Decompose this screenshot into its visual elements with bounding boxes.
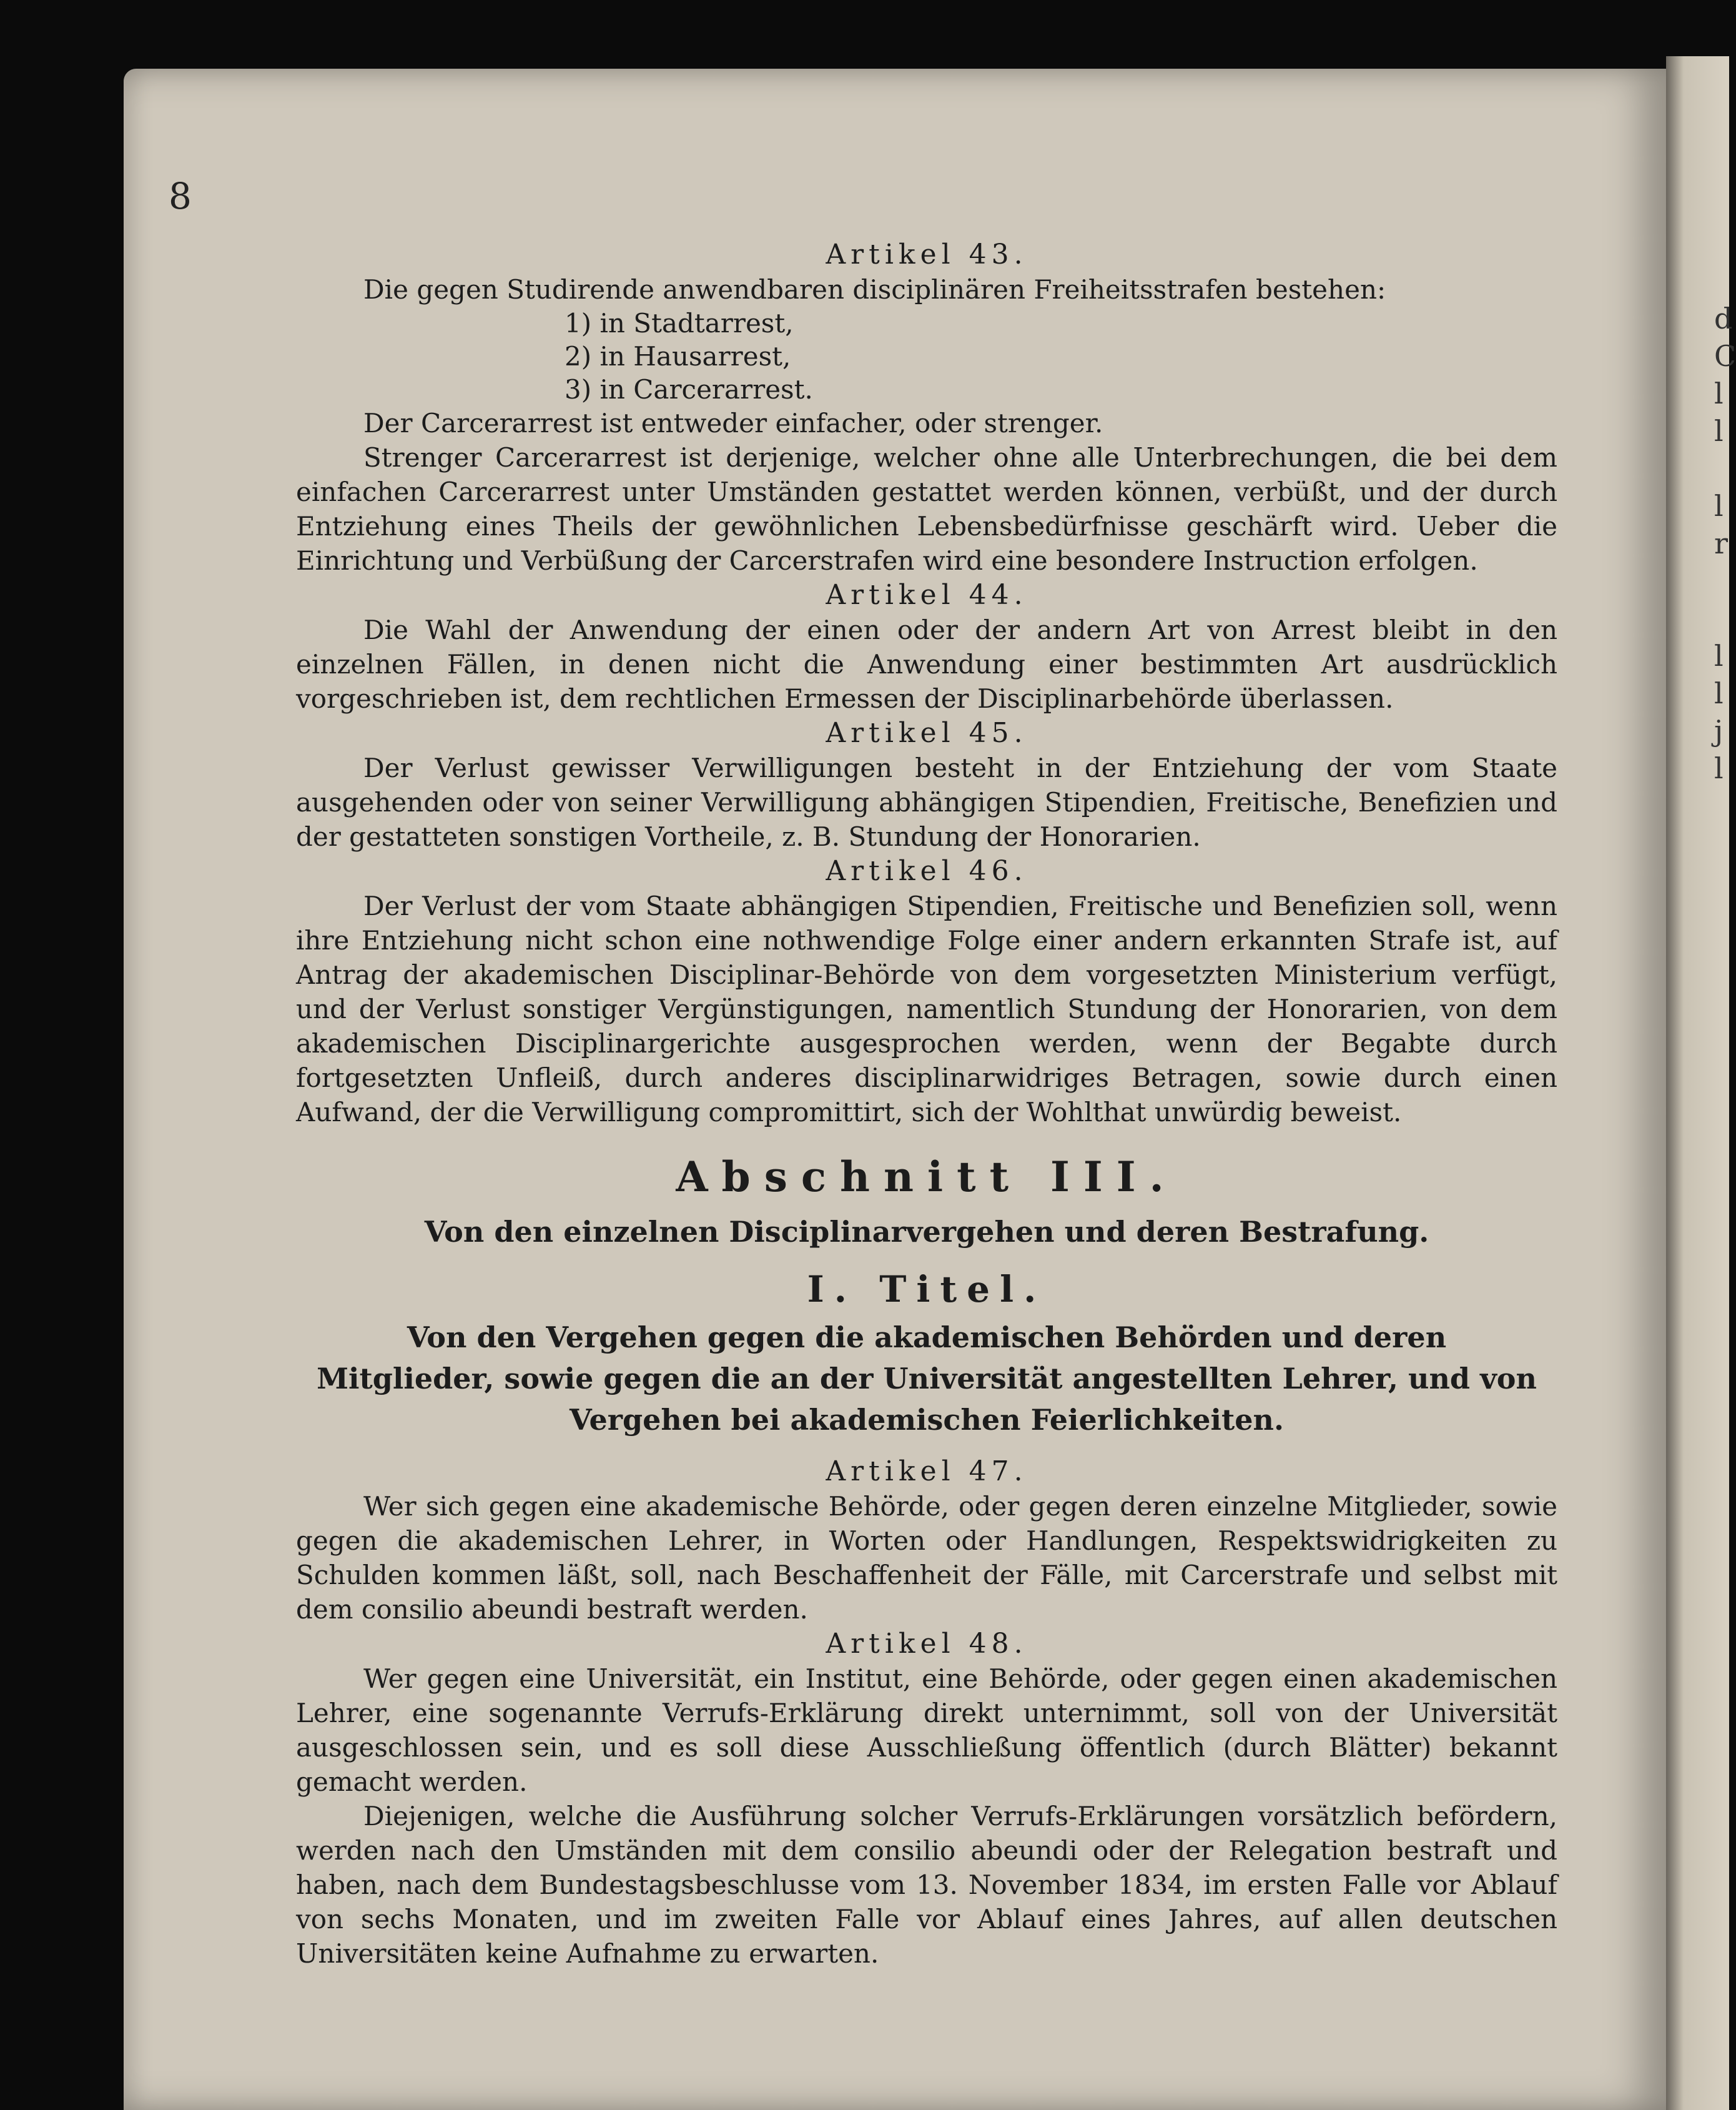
list-item: 2) in Hausarrest,	[565, 341, 791, 372]
article-heading: Artikel 43.	[826, 239, 1028, 270]
gutter-mark: l	[1714, 414, 1724, 448]
gutter-mark: l	[1714, 489, 1724, 523]
page-number: 8	[169, 175, 192, 217]
title-heading: I. Titel.	[807, 1268, 1047, 1310]
article-intro: Die gegen Studirende anwendbaren disciplinären Freiheitsstrafen bestehen:	[363, 274, 1386, 305]
paragraph: Die Wahl der Anwendung der einen oder der andern Art von Arrest bleibt in den einzelnen Fällen, in denen nicht die Anwendung einer bestimmten Art ausdrücklich vorgeschrieben ist, dem rechtlichen Ermessen der Disciplinarbehörde überlassen.	[296, 615, 1557, 714]
paragraph: Der Carcerarrest ist entweder einfacher, oder strenger.	[363, 408, 1103, 438]
gutter-mark: j	[1714, 714, 1724, 748]
gutter-mark: l	[1714, 751, 1724, 785]
gutter-mark: l	[1714, 639, 1724, 673]
facing-page-fragments	[1714, 300, 1736, 787]
list-item: 1) in Stadtarrest,	[565, 308, 794, 339]
page-body	[296, 237, 1557, 1971]
gutter-mark: d	[1714, 302, 1733, 335]
paragraph: Der Verlust gewisser Verwilligungen besteht in der Entziehung der vom Staate ausgehenden oder von seiner Verwilligung abhängigen Stipendien, Freitische, Benefizien und der gestatteten sonstigen Vortheile, z. B. Stundung der Honorarien.	[296, 753, 1557, 852]
penalty-list	[296, 307, 1557, 406]
paragraph: Diejenigen, welche die Ausführung solcher Verrufs-Erklärungen vorsätzlich befördern, werden nach den Umständen mit dem consilio abeundi oder der Relegation bestraft und haben, nach dem Bundestagsbeschlusse vom 13. November 1834, im ersten Falle vor Ablauf von sechs Monaten, und im zweiten Falle vor Ablauf eines Jahres, auf allen deutschen Universitäten keine Aufnahme zu erwarten.	[296, 1801, 1557, 1969]
article-heading: Artikel 44.	[826, 579, 1028, 611]
gutter-mark: C	[1714, 339, 1736, 373]
gutter-mark: l	[1714, 377, 1724, 410]
article-heading: Artikel 47.	[826, 1455, 1028, 1487]
paragraph: Der Verlust der vom Staate abhängigen Stipendien, Freitische und Benefizien soll, wenn ihre Entziehung nicht schon eine nothwendige Folge einer andern erkannten Strafe ist, auf Antrag der akademischen Disciplinar-Behörde von dem vorgesetzten Ministerium verfügt, und der Verlust sonstiger Vergünstigungen, namentlich Stundung der Honorarien, von dem akademischen Disciplinargerichte ausgesprochen werden, wenn der Begabte durch fortgesetzten Unfleiß, durch anderes disciplinarwidriges Betragen, sowie durch einen Aufwand, der die Verwilligung compromittirt, sich der Wohlthat unwürdig beweist.	[296, 891, 1557, 1127]
article-heading: Artikel 45.	[826, 717, 1028, 749]
list-item: 3) in Carcerarrest.	[565, 374, 813, 405]
paragraph: Wer gegen eine Universität, ein Institut, eine Behörde, oder gegen einen akademischen Lehrer, eine sogenannte Verrufs-Erklärung direkt unternimmt, soll von der Universität ausgeschlossen sein, und es soll diese Ausschließung öffentlich (durch Blätter) bekannt gemacht werden.	[296, 1663, 1557, 1797]
paragraph: Strenger Carcerarrest ist derjenige, welcher ohne alle Unterbrechungen, die bei dem einfachen Carcerarrest unter Umständen gestattet werden können, verbüßt, und der durch Entziehung eines Theils der gewöhnlichen Lebensbedürfnisse geschärft wird. Ueber die Einrichtung und Verbüßung der Carcerstrafen wird eine besondere Instruction erfolgen.	[296, 442, 1557, 576]
title-subtitle: Von den Vergehen gegen die akademischen Behörden und deren Mitglieder, sowie gegen die an der Universität angestellten Lehrer, und von Vergehen bei akademischen Feierlichkeiten.	[317, 1320, 1537, 1437]
article-heading: Artikel 48.	[826, 1628, 1028, 1660]
gutter-mark: l	[1714, 676, 1724, 710]
gutter-mark: r	[1714, 527, 1728, 560]
section-heading: Abschnitt III.	[676, 1152, 1178, 1201]
article-heading: Artikel 46.	[826, 855, 1028, 887]
section-subtitle: Von den einzelnen Disciplinarvergehen und deren Bestrafung.	[424, 1215, 1429, 1249]
paragraph: Wer sich gegen eine akademische Behörde, oder gegen deren einzelne Mitglieder, sowie gegen die akademischen Lehrer, in Worten oder Handlungen, Respektswidrigkeiten zu Schulden kommen läßt, soll, nach Beschaffenheit der Fälle, mit Carcerstrafe und selbst mit dem consilio abeundi bestraft werden.	[296, 1491, 1557, 1625]
